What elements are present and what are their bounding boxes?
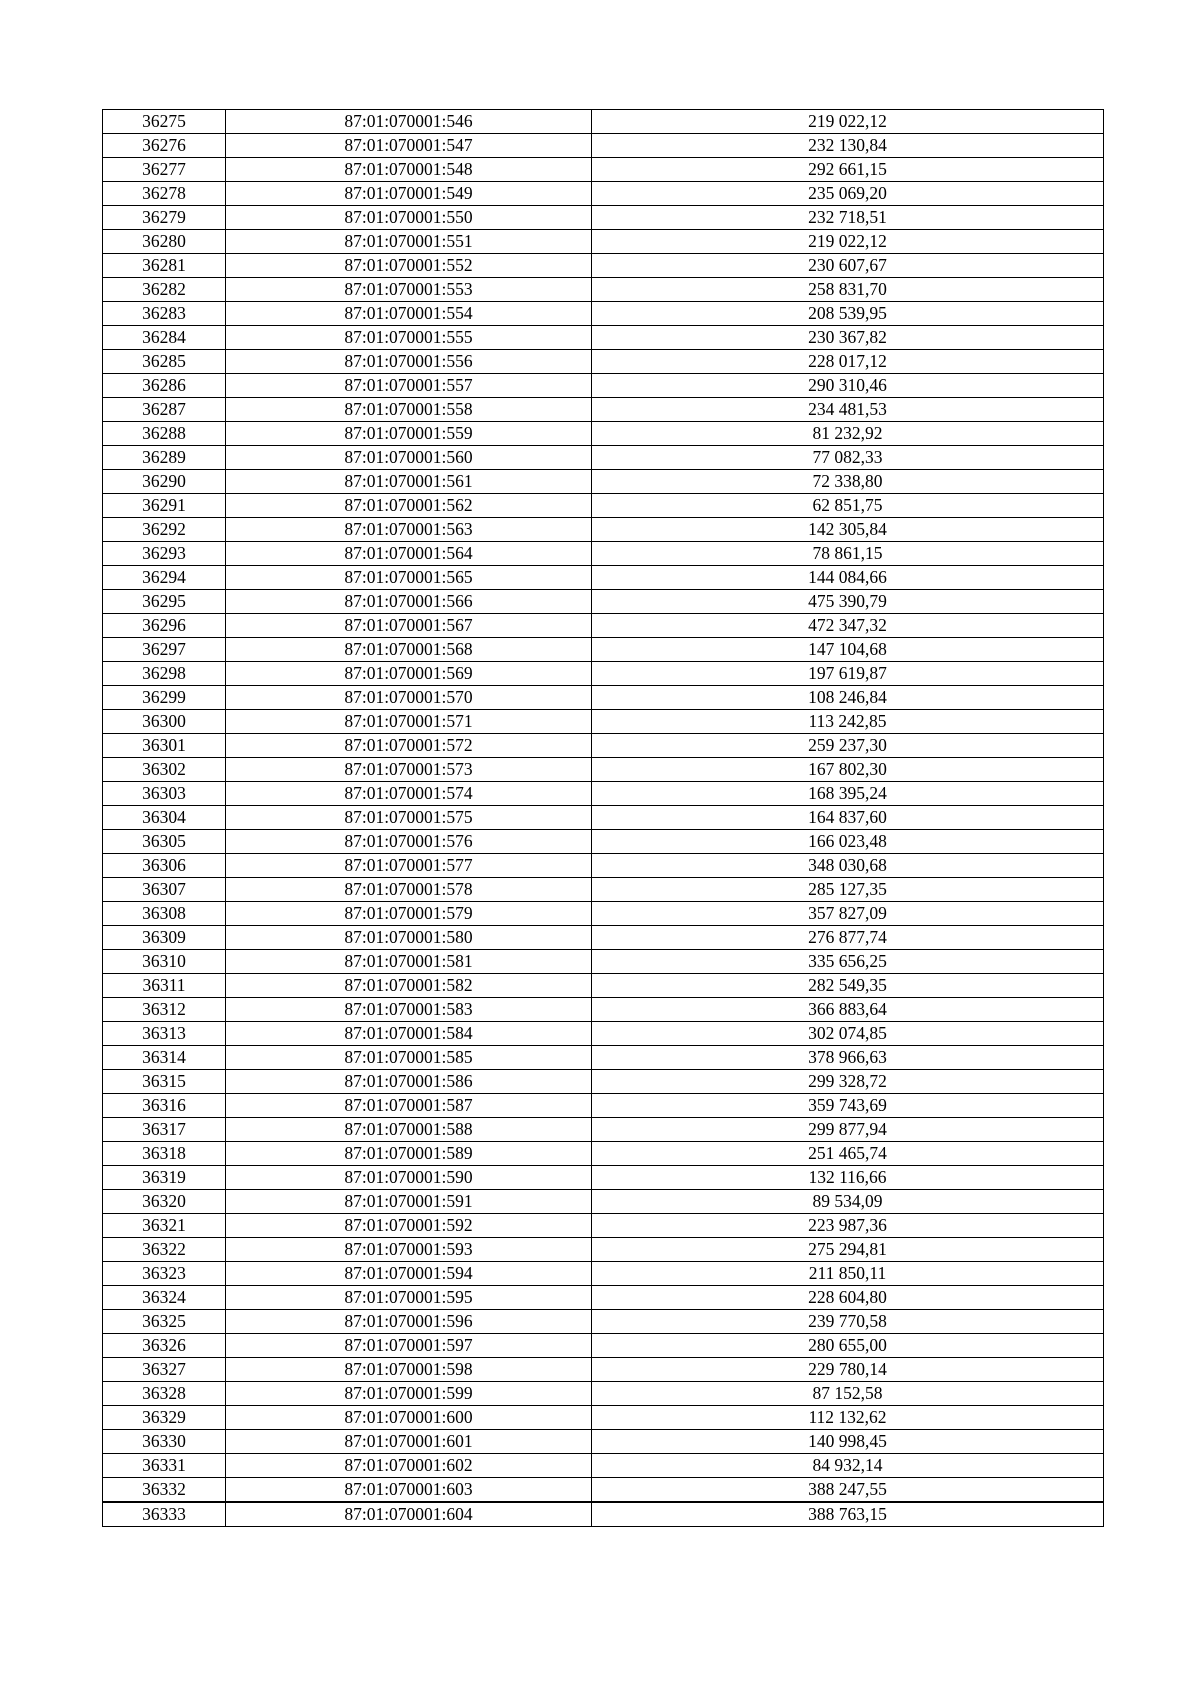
cadastral-value-cell: 285 127,35: [592, 878, 1104, 902]
cadastral-number-cell: 87:01:070001:581: [226, 950, 592, 974]
cadastral-value-cell: 230 607,67: [592, 254, 1104, 278]
cadastral-number-cell: 87:01:070001:587: [226, 1094, 592, 1118]
cadastral-value-cell: 275 294,81: [592, 1238, 1104, 1262]
table-row: [103, 302, 1104, 326]
cadastral-number-cell: 87:01:070001:597: [226, 1334, 592, 1358]
cadastral-value-cell: 276 877,74: [592, 926, 1104, 950]
row-number-cell: 36326: [103, 1334, 226, 1358]
table-row: [103, 134, 1104, 158]
row-number-cell: 36307: [103, 878, 226, 902]
table-row: [103, 830, 1104, 854]
table-row: [103, 614, 1104, 638]
row-number-cell: 36312: [103, 998, 226, 1022]
row-number-cell: 36329: [103, 1406, 226, 1430]
cadastral-value-cell: 239 770,58: [592, 1310, 1104, 1334]
table-row: [103, 662, 1104, 686]
cadastral-value-cell: 144 084,66: [592, 566, 1104, 590]
row-number-cell: 36301: [103, 734, 226, 758]
table-row: [103, 1382, 1104, 1406]
cadastral-number-cell: 87:01:070001:586: [226, 1070, 592, 1094]
row-number-cell: 36291: [103, 494, 226, 518]
row-number-cell: 36314: [103, 1046, 226, 1070]
row-number-cell: 36286: [103, 374, 226, 398]
cadastral-value-cell: 62 851,75: [592, 494, 1104, 518]
row-number-cell: 36290: [103, 470, 226, 494]
row-number-cell: 36293: [103, 542, 226, 566]
table-row: [103, 950, 1104, 974]
cadastral-value-cell: 366 883,64: [592, 998, 1104, 1022]
cadastral-value-cell: 77 082,33: [592, 446, 1104, 470]
cadastral-value-cell: 72 338,80: [592, 470, 1104, 494]
table-row: [103, 1334, 1104, 1358]
table-row: [103, 326, 1104, 350]
cadastral-number-cell: 87:01:070001:592: [226, 1214, 592, 1238]
cadastral-value-cell: 108 246,84: [592, 686, 1104, 710]
row-number-cell: 36322: [103, 1238, 226, 1262]
row-number-cell: 36287: [103, 398, 226, 422]
table-row: [103, 110, 1104, 134]
row-number-cell: 36278: [103, 182, 226, 206]
cadastral-value-cell: 229 780,14: [592, 1358, 1104, 1382]
table-row: [103, 1118, 1104, 1142]
cadastral-number-cell: 87:01:070001:599: [226, 1382, 592, 1406]
row-number-cell: 36319: [103, 1166, 226, 1190]
cadastral-number-cell: 87:01:070001:564: [226, 542, 592, 566]
cadastral-number-cell: 87:01:070001:558: [226, 398, 592, 422]
cadastral-number-cell: 87:01:070001:563: [226, 518, 592, 542]
cadastral-number-cell: 87:01:070001:557: [226, 374, 592, 398]
row-number-cell: 36315: [103, 1070, 226, 1094]
table-row: [103, 158, 1104, 182]
table-row: [103, 254, 1104, 278]
cadastral-value-cell: 292 661,15: [592, 158, 1104, 182]
row-number-cell: 36320: [103, 1190, 226, 1214]
row-number-cell: 36303: [103, 782, 226, 806]
cadastral-value-cell: 258 831,70: [592, 278, 1104, 302]
cadastral-value-cell: 168 395,24: [592, 782, 1104, 806]
cadastral-number-cell: 87:01:070001:566: [226, 590, 592, 614]
cadastral-number-cell: 87:01:070001:594: [226, 1262, 592, 1286]
cadastral-number-cell: 87:01:070001:576: [226, 830, 592, 854]
cadastral-number-cell: 87:01:070001:598: [226, 1358, 592, 1382]
cadastral-value-cell: 230 367,82: [592, 326, 1104, 350]
cadastral-value-table: [102, 109, 1104, 1527]
cadastral-value-cell: 280 655,00: [592, 1334, 1104, 1358]
cadastral-number-cell: 87:01:070001:603: [226, 1478, 592, 1503]
cadastral-value-cell: 302 074,85: [592, 1022, 1104, 1046]
row-number-cell: 36297: [103, 638, 226, 662]
cadastral-number-cell: 87:01:070001:569: [226, 662, 592, 686]
cadastral-value-cell: 251 465,74: [592, 1142, 1104, 1166]
table-row: [103, 1454, 1104, 1478]
cadastral-value-cell: 166 023,48: [592, 830, 1104, 854]
cadastral-value-cell: 472 347,32: [592, 614, 1104, 638]
cadastral-value-cell: 282 549,35: [592, 974, 1104, 998]
row-number-cell: 36279: [103, 206, 226, 230]
cadastral-number-cell: 87:01:070001:571: [226, 710, 592, 734]
cadastral-number-cell: 87:01:070001:565: [226, 566, 592, 590]
cadastral-number-cell: 87:01:070001:580: [226, 926, 592, 950]
cadastral-number-cell: 87:01:070001:595: [226, 1286, 592, 1310]
cadastral-number-cell: 87:01:070001:582: [226, 974, 592, 998]
table-row: [103, 1190, 1104, 1214]
cadastral-value-cell: 89 534,09: [592, 1190, 1104, 1214]
cadastral-number-cell: 87:01:070001:562: [226, 494, 592, 518]
cadastral-value-cell: 87 152,58: [592, 1382, 1104, 1406]
table-row: [103, 1094, 1104, 1118]
row-number-cell: 36310: [103, 950, 226, 974]
cadastral-value-cell: 197 619,87: [592, 662, 1104, 686]
row-number-cell: 36308: [103, 902, 226, 926]
table-row: [103, 878, 1104, 902]
row-number-cell: 36285: [103, 350, 226, 374]
table-row: [103, 542, 1104, 566]
row-number-cell: 36302: [103, 758, 226, 782]
table-row: [103, 1478, 1104, 1503]
cadastral-value-cell: 378 966,63: [592, 1046, 1104, 1070]
cadastral-value-cell: 299 328,72: [592, 1070, 1104, 1094]
row-number-cell: 36280: [103, 230, 226, 254]
cadastral-number-cell: 87:01:070001:589: [226, 1142, 592, 1166]
cadastral-number-cell: 87:01:070001:560: [226, 446, 592, 470]
row-number-cell: 36294: [103, 566, 226, 590]
table-row: [103, 974, 1104, 998]
table-row: [103, 902, 1104, 926]
cadastral-value-cell: 211 850,11: [592, 1262, 1104, 1286]
row-number-cell: 36333: [103, 1502, 226, 1527]
table-row: [103, 806, 1104, 830]
row-number-cell: 36331: [103, 1454, 226, 1478]
row-number-cell: 36298: [103, 662, 226, 686]
cadastral-value-cell: 359 743,69: [592, 1094, 1104, 1118]
table-row: [103, 926, 1104, 950]
cadastral-value-cell: 388 247,55: [592, 1478, 1104, 1503]
table-row: [103, 494, 1104, 518]
row-number-cell: 36276: [103, 134, 226, 158]
row-number-cell: 36283: [103, 302, 226, 326]
row-number-cell: 36284: [103, 326, 226, 350]
cadastral-value-cell: 112 132,62: [592, 1406, 1104, 1430]
table-row: [103, 1070, 1104, 1094]
cadastral-number-cell: 87:01:070001:572: [226, 734, 592, 758]
cadastral-number-cell: 87:01:070001:573: [226, 758, 592, 782]
row-number-cell: 36324: [103, 1286, 226, 1310]
table-row: [103, 230, 1104, 254]
row-number-cell: 36313: [103, 1022, 226, 1046]
row-number-cell: 36309: [103, 926, 226, 950]
row-number-cell: 36295: [103, 590, 226, 614]
row-number-cell: 36305: [103, 830, 226, 854]
cadastral-number-cell: 87:01:070001:570: [226, 686, 592, 710]
table-row: [103, 1262, 1104, 1286]
cadastral-number-cell: 87:01:070001:577: [226, 854, 592, 878]
table-row: [103, 854, 1104, 878]
cadastral-value-cell: 223 987,36: [592, 1214, 1104, 1238]
table-row: [103, 1430, 1104, 1454]
cadastral-number-cell: 87:01:070001:604: [226, 1502, 592, 1527]
row-number-cell: 36321: [103, 1214, 226, 1238]
cadastral-value-cell: 132 116,66: [592, 1166, 1104, 1190]
cadastral-number-cell: 87:01:070001:561: [226, 470, 592, 494]
table-row: [103, 206, 1104, 230]
row-number-cell: 36289: [103, 446, 226, 470]
table-row: [103, 1166, 1104, 1190]
cadastral-value-cell: 84 932,14: [592, 1454, 1104, 1478]
cadastral-value-cell: 219 022,12: [592, 230, 1104, 254]
cadastral-value-cell: 357 827,09: [592, 902, 1104, 926]
row-number-cell: 36296: [103, 614, 226, 638]
row-number-cell: 36317: [103, 1118, 226, 1142]
cadastral-number-cell: 87:01:070001:568: [226, 638, 592, 662]
row-number-cell: 36318: [103, 1142, 226, 1166]
table-body: [103, 110, 1104, 1527]
cadastral-number-cell: 87:01:070001:550: [226, 206, 592, 230]
cadastral-value-cell: 259 237,30: [592, 734, 1104, 758]
cadastral-number-cell: 87:01:070001:601: [226, 1430, 592, 1454]
row-number-cell: 36299: [103, 686, 226, 710]
table-row: [103, 422, 1104, 446]
table-row: [103, 1310, 1104, 1334]
cadastral-number-cell: 87:01:070001:548: [226, 158, 592, 182]
cadastral-number-cell: 87:01:070001:554: [226, 302, 592, 326]
table-row: [103, 590, 1104, 614]
table-row: [103, 782, 1104, 806]
cadastral-number-cell: 87:01:070001:591: [226, 1190, 592, 1214]
row-number-cell: 36282: [103, 278, 226, 302]
table-row: [103, 734, 1104, 758]
cadastral-value-cell: 232 718,51: [592, 206, 1104, 230]
cadastral-number-cell: 87:01:070001:584: [226, 1022, 592, 1046]
row-number-cell: 36332: [103, 1478, 226, 1503]
cadastral-value-cell: 234 481,53: [592, 398, 1104, 422]
table-row: [103, 374, 1104, 398]
table-row: [103, 710, 1104, 734]
row-number-cell: 36328: [103, 1382, 226, 1406]
cadastral-number-cell: 87:01:070001:579: [226, 902, 592, 926]
table-row: [103, 278, 1104, 302]
cadastral-number-cell: 87:01:070001:546: [226, 110, 592, 134]
table-row: [103, 758, 1104, 782]
cadastral-value-cell: 140 998,45: [592, 1430, 1104, 1454]
cadastral-number-cell: 87:01:070001:596: [226, 1310, 592, 1334]
table-row: [103, 182, 1104, 206]
cadastral-value-cell: 113 242,85: [592, 710, 1104, 734]
cadastral-number-cell: 87:01:070001:578: [226, 878, 592, 902]
cadastral-value-cell: 228 017,12: [592, 350, 1104, 374]
row-number-cell: 36292: [103, 518, 226, 542]
row-number-cell: 36306: [103, 854, 226, 878]
row-number-cell: 36277: [103, 158, 226, 182]
row-number-cell: 36288: [103, 422, 226, 446]
row-number-cell: 36281: [103, 254, 226, 278]
cadastral-value-cell: 299 877,94: [592, 1118, 1104, 1142]
cadastral-number-cell: 87:01:070001:583: [226, 998, 592, 1022]
table-row: [103, 1214, 1104, 1238]
table-row: [103, 1022, 1104, 1046]
table-row: [103, 398, 1104, 422]
table-row: [103, 446, 1104, 470]
cadastral-value-cell: 232 130,84: [592, 134, 1104, 158]
cadastral-number-cell: 87:01:070001:553: [226, 278, 592, 302]
row-number-cell: 36304: [103, 806, 226, 830]
cadastral-value-cell: 81 232,92: [592, 422, 1104, 446]
cadastral-number-cell: 87:01:070001:552: [226, 254, 592, 278]
row-number-cell: 36316: [103, 1094, 226, 1118]
table-row: [103, 566, 1104, 590]
table-row: [103, 1238, 1104, 1262]
cadastral-value-cell: 147 104,68: [592, 638, 1104, 662]
row-number-cell: 36311: [103, 974, 226, 998]
cadastral-number-cell: 87:01:070001:551: [226, 230, 592, 254]
row-number-cell: 36327: [103, 1358, 226, 1382]
cadastral-number-cell: 87:01:070001:556: [226, 350, 592, 374]
cadastral-value-cell: 228 604,80: [592, 1286, 1104, 1310]
cadastral-number-cell: 87:01:070001:574: [226, 782, 592, 806]
table-row: [103, 1046, 1104, 1070]
table-row: [103, 470, 1104, 494]
cadastral-number-cell: 87:01:070001:559: [226, 422, 592, 446]
table-row: [103, 350, 1104, 374]
row-number-cell: 36330: [103, 1430, 226, 1454]
row-number-cell: 36275: [103, 110, 226, 134]
cadastral-value-cell: 475 390,79: [592, 590, 1104, 614]
cadastral-number-cell: 87:01:070001:593: [226, 1238, 592, 1262]
cadastral-value-cell: 167 802,30: [592, 758, 1104, 782]
table-row: [103, 1502, 1104, 1527]
table-row: [103, 1406, 1104, 1430]
cadastral-number-cell: 87:01:070001:600: [226, 1406, 592, 1430]
cadastral-value-cell: 219 022,12: [592, 110, 1104, 134]
cadastral-value-cell: 388 763,15: [592, 1502, 1104, 1527]
cadastral-number-cell: 87:01:070001:549: [226, 182, 592, 206]
table-row: [103, 1358, 1104, 1382]
table-row: [103, 638, 1104, 662]
row-number-cell: 36325: [103, 1310, 226, 1334]
cadastral-number-cell: 87:01:070001:555: [226, 326, 592, 350]
cadastral-value-cell: 235 069,20: [592, 182, 1104, 206]
table-row: [103, 518, 1104, 542]
cadastral-number-cell: 87:01:070001:602: [226, 1454, 592, 1478]
cadastral-number-cell: 87:01:070001:547: [226, 134, 592, 158]
cadastral-value-cell: 335 656,25: [592, 950, 1104, 974]
cadastral-value-cell: 78 861,15: [592, 542, 1104, 566]
cadastral-value-cell: 164 837,60: [592, 806, 1104, 830]
table-row: [103, 686, 1104, 710]
table-row: [103, 998, 1104, 1022]
row-number-cell: 36300: [103, 710, 226, 734]
cadastral-value-cell: 208 539,95: [592, 302, 1104, 326]
cadastral-value-cell: 348 030,68: [592, 854, 1104, 878]
cadastral-number-cell: 87:01:070001:588: [226, 1118, 592, 1142]
cadastral-number-cell: 87:01:070001:585: [226, 1046, 592, 1070]
row-number-cell: 36323: [103, 1262, 226, 1286]
table-row: [103, 1286, 1104, 1310]
cadastral-value-cell: 290 310,46: [592, 374, 1104, 398]
table-row: [103, 1142, 1104, 1166]
cadastral-number-cell: 87:01:070001:567: [226, 614, 592, 638]
cadastral-number-cell: 87:01:070001:575: [226, 806, 592, 830]
cadastral-value-cell: 142 305,84: [592, 518, 1104, 542]
cadastral-number-cell: 87:01:070001:590: [226, 1166, 592, 1190]
